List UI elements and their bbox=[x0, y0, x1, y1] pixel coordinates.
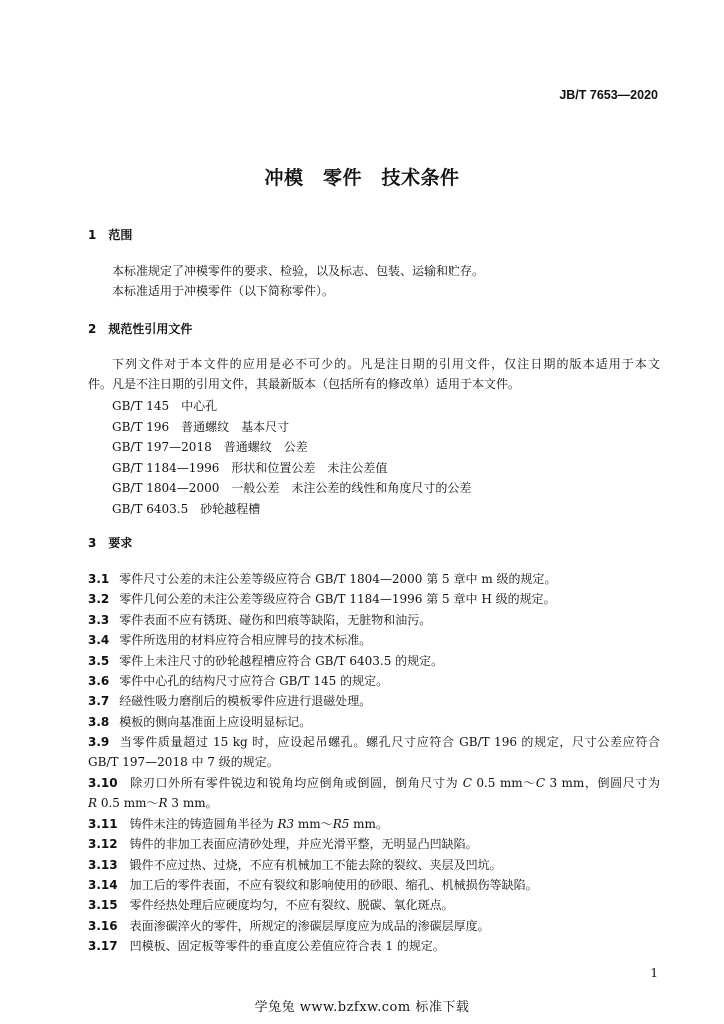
section-2-intro: 下列文件对于本文件的应用是必不可少的。凡是注日期的引用文件，仅注日期的版本适用于本文 bbox=[112, 357, 660, 371]
item-number: 3.4 bbox=[88, 633, 110, 647]
requirement-item bbox=[88, 590, 660, 608]
item-text: 模板的侧向基准面上应设明显标记。 bbox=[119, 715, 312, 729]
item-number: 3.16 bbox=[88, 919, 118, 933]
item-text: 零件经热处理后应硬度均匀，不应有裂纹、脱碳、氧化斑点。 bbox=[129, 898, 454, 912]
item-number: 3.2 bbox=[88, 592, 110, 606]
requirement-item-continuation: GB/T 197—2018 中 7 级的规定。 bbox=[88, 755, 279, 769]
watermark-footer: 学兔兔 www.bzfxw.com 标准下载 bbox=[254, 1000, 470, 1015]
item-text: 零件表面不应有锈斑、碰伤和凹痕等缺陷，无脏物和油污。 bbox=[119, 613, 432, 627]
chamfer-symbol: C bbox=[535, 776, 546, 790]
requirement-item bbox=[88, 774, 660, 792]
item-number: 3.11 bbox=[88, 817, 118, 831]
requirement-item bbox=[88, 611, 660, 629]
item-number: 3.12 bbox=[88, 837, 118, 851]
page-number: 1 bbox=[650, 966, 658, 980]
reference-item: GB/T 145 中心孔 bbox=[112, 399, 218, 413]
reference-item: GB/T 6403.5 砂轮越程槽 bbox=[112, 502, 261, 516]
requirement-item bbox=[88, 815, 660, 833]
item-text: 锻件不应过热、过烧，不应有机械加工不能去除的裂纹、夹层及凹坑。 bbox=[129, 858, 502, 872]
item-number: 3.10 bbox=[88, 776, 118, 790]
item-text: 零件中心孔的结构尺寸应符合 GB/T 145 的规定。 bbox=[119, 674, 389, 688]
item-number: 3.1 bbox=[88, 572, 110, 586]
section-3-heading: 3 要求 bbox=[88, 536, 133, 550]
requirement-item bbox=[88, 713, 660, 731]
radius-symbol: R bbox=[88, 796, 98, 810]
radius-symbol: R3 bbox=[277, 817, 295, 831]
requirement-item bbox=[88, 835, 660, 853]
item-number: 3.7 bbox=[88, 694, 110, 708]
item-text: 凹模板、固定板等零件的垂直度公差值应符合表 1 的规定。 bbox=[129, 939, 445, 953]
requirement-item bbox=[88, 733, 660, 751]
section-1-heading: 1 范围 bbox=[88, 228, 133, 242]
item-text: 加工后的零件表面，不应有裂纹和影响使用的砂眼、缩孔、机械损伤等缺陷。 bbox=[129, 878, 538, 892]
section-2-intro: 件。凡是不注日期的引用文件，其最新版本（包括所有的修改单）适用于本文件。 bbox=[88, 377, 521, 391]
document-title: 冲模 零件 技术条件 bbox=[264, 167, 460, 189]
reference-item: GB/T 196 普通螺纹 基本尺寸 bbox=[112, 420, 290, 434]
item-text: 当零件质量超过 15 kg 时，应设起吊螺孔。螺孔尺寸应符合 GB/T 196 的规定，尺寸公差应符合 bbox=[119, 735, 660, 749]
requirement-item-continuation: R 0.5 mm～R 3 mm。 bbox=[88, 796, 218, 810]
requirement-item bbox=[88, 896, 660, 914]
item-number: 3.5 bbox=[88, 654, 110, 668]
reference-item: GB/T 197—2018 普通螺纹 公差 bbox=[112, 440, 308, 454]
reference-item: GB/T 1804—2000 一般公差 未注公差的线性和角度尺寸的公差 bbox=[112, 481, 472, 495]
section-1-paragraph: 本标准适用于冲模零件（以下简称零件）。 bbox=[112, 284, 335, 298]
item-text: 零件所选用的材料应符合相应牌号的技术标准。 bbox=[119, 633, 372, 647]
requirement-item bbox=[88, 937, 660, 955]
item-number: 3.8 bbox=[88, 715, 110, 729]
item-text: 除刃口外所有零件锐边和锐角均应倒角或倒圆，倒角尺寸为 C 0.5 mm～C 3 mm，倒圆尺寸为 bbox=[129, 776, 660, 790]
item-text: 铸件未注的铸造圆角半径为 R3 mm～R5 mm。 bbox=[129, 817, 388, 831]
item-text: 铸件的非加工表面应清砂处理，并应光滑平整，无明显凸凹缺陷。 bbox=[129, 837, 478, 851]
requirement-item bbox=[88, 570, 660, 588]
radius-symbol: R5 bbox=[332, 817, 350, 831]
item-text: 零件几何公差的未注公差等级应符合 GB/T 1184—1996 第 5 章中 H 级的规定。 bbox=[119, 592, 556, 606]
item-text: 零件上未注尺寸的砂轮越程槽应符合 GB/T 6403.5 的规定。 bbox=[119, 654, 444, 668]
requirement-item bbox=[88, 876, 660, 894]
item-number: 3.13 bbox=[88, 858, 118, 872]
item-number: 3.3 bbox=[88, 613, 110, 627]
requirement-item bbox=[88, 652, 660, 670]
item-number: 3.9 bbox=[88, 735, 110, 749]
item-text: 表面渗碳淬火的零件，所规定的渗碳层厚度应为成品的渗碳层厚度。 bbox=[129, 919, 490, 933]
requirement-item bbox=[88, 856, 660, 874]
item-number: 3.14 bbox=[88, 878, 118, 892]
item-number: 3.17 bbox=[88, 939, 118, 953]
item-text: 经磁性吸力磨削后的模板零件应进行退磁处理。 bbox=[119, 694, 372, 708]
item-number: 3.15 bbox=[88, 898, 118, 912]
requirement-item bbox=[88, 672, 660, 690]
standard-number: JB/T 7653—2020 bbox=[559, 88, 658, 102]
reference-item: GB/T 1184—1996 形状和位置公差 未注公差值 bbox=[112, 461, 388, 475]
section-2-heading: 2 规范性引用文件 bbox=[88, 322, 193, 336]
requirement-item bbox=[88, 917, 660, 935]
radius-symbol: R bbox=[158, 796, 168, 810]
requirement-item bbox=[88, 631, 660, 649]
requirement-item bbox=[88, 692, 660, 710]
item-number: 3.6 bbox=[88, 674, 110, 688]
section-1-paragraph: 本标准规定了冲模零件的要求、检验，以及标志、包装、运输和贮存。 bbox=[112, 264, 485, 278]
item-text: 零件尺寸公差的未注公差等级应符合 GB/T 1804—2000 第 5 章中 m 级的规定。 bbox=[119, 572, 557, 586]
chamfer-symbol: C bbox=[462, 776, 472, 790]
